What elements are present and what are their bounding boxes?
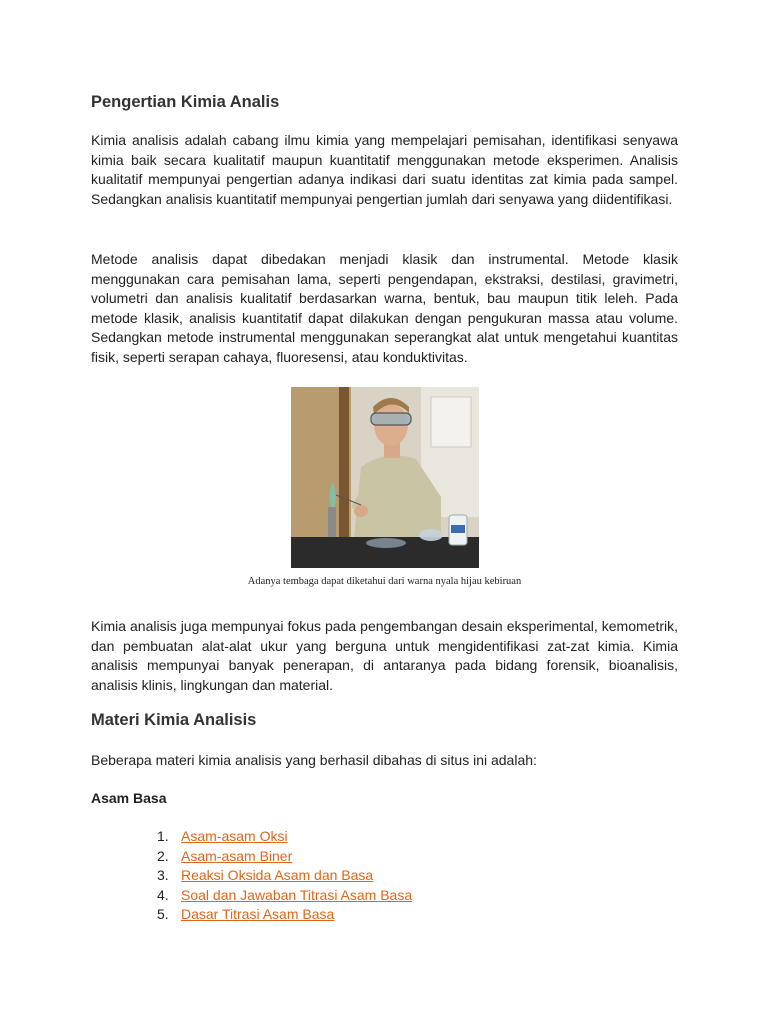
topic-link-list <box>91 827 412 925</box>
paragraph-definition: Kimia analisis adalah cabang ilmu kimia yang mempelajari pemisahan, identifikasi senyawa kimia baik secara kualitatif maupun kuantitatif menggunakan metode eksperimen. Analisis kualitatif mempunyai pengertian adanya indikasi dari suatu identitas zat kimia pada sampel. Sedangkan analisis kuantitatif mempunyai pengertian jumlah dari senyawa yang diidentifikasi. <box>91 132 678 207</box>
list-item <box>91 886 412 906</box>
list-item <box>91 847 412 867</box>
link-dasar-titrasi[interactable]: Dasar Titrasi Asam Basa <box>181 906 335 923</box>
list-item <box>91 905 412 925</box>
list-number: 1. <box>157 828 169 844</box>
link-asam-asam-biner[interactable]: Asam-asam Biner <box>181 847 293 864</box>
link-soal-titrasi[interactable]: Soal dan Jawaban Titrasi Asam Basa <box>181 886 413 903</box>
list-number: 5. <box>157 906 169 923</box>
paragraph-methods: Metode analisis dapat dibedakan menjadi klasik dan instrumental. Metode klasik menggunakan cara pemisahan lama, seperti pengendapan, ekstraksi, destilasi, gravimetri, volumetri dan analisis kualitatif berdasarkan warna, bentuk, bau maupun titik leleh. Pada metode klasik, analisis kuantitatif dapat dilakukan dengan pengukuran massa atau volume. Sedangkan metode instrumental menggunakan seperangkat alat untuk mengetahui kuantitas fisik, seperti serapan cahaya, fluoresensi, atau konduktivitas. <box>91 251 678 365</box>
list-item <box>91 866 412 886</box>
link-asam-asam-oksi[interactable]: Asam-asam Oksi <box>181 828 288 844</box>
lab-photo <box>291 387 479 568</box>
paragraph-intro: Beberapa materi kimia analisis yang berhasil dibahas di situs ini adalah: <box>91 752 537 768</box>
list-number: 3. <box>157 867 169 884</box>
figure-caption: Adanya tembaga dapat diketahui dari warna nyala hijau kebiruan <box>247 576 522 587</box>
section-title-materi: Materi Kimia Analisis <box>91 711 257 729</box>
list-number: 2. <box>157 847 169 864</box>
list-item <box>91 827 412 847</box>
subheading-asam-basa: Asam Basa <box>91 790 167 806</box>
paragraph-focus: Kimia analisis juga mempunyai fokus pada pengembangan desain eksperimental, kemometrik, dan pembuatan alat-alat ukur yang berguna untuk mengidentifikasi zat-zat kimia. Kimia analisis mempunyai banyak penerapan, di antaranya pada bidang forensik, bioanalisis, analisis klinis, lingkungan dan material. <box>91 618 678 693</box>
link-reaksi-oksida[interactable]: Reaksi Oksida Asam dan Basa <box>181 867 374 884</box>
section-title-pengertian: Pengertian Kimia Analis <box>91 93 280 111</box>
list-number: 4. <box>157 886 169 903</box>
